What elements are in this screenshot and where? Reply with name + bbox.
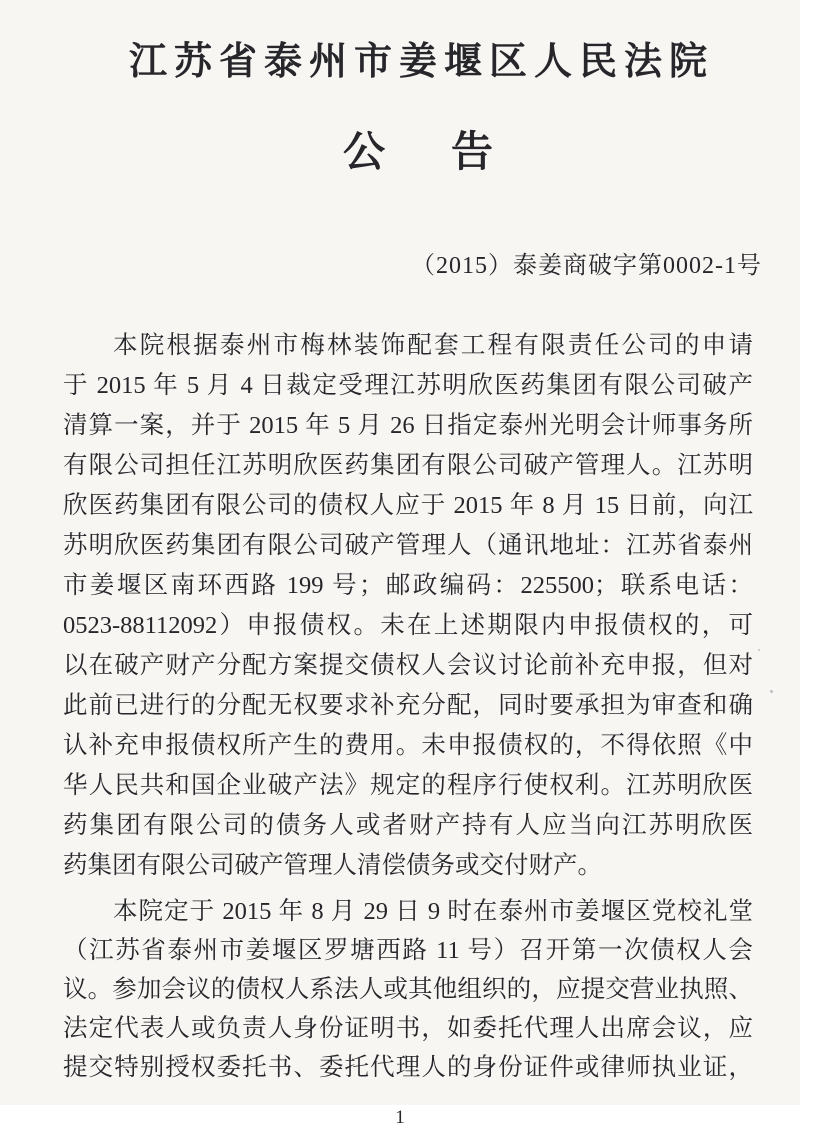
body-line: 认补充申报债权所产生的费用。未申报债权的，不得依照《中: [63, 732, 753, 759]
scan-artifact-dot: [770, 690, 773, 693]
body-line: 此前已进行的分配无权要求补充分配，同时要承担为审查和确: [63, 692, 753, 719]
case-number: （2015）泰姜商破字第0002-1号: [411, 253, 762, 279]
body-line: 法定代表人或负责人身份证明书，如委托代理人出席会议，应: [63, 1015, 753, 1042]
body-line: 华人民共和国企业破产法》规定的程序行使权利。江苏明欣医: [63, 772, 753, 799]
body-line: 提交特别授权委托书、委托代理人的身份证件或律师执业证，: [63, 1054, 753, 1081]
body-line: 欣医药集团有限公司的债权人应于 2015 年 8 月 15 日前，向江: [63, 492, 753, 519]
scan-artifact-dot: [758, 649, 760, 651]
body-line: 药集团有限公司的债务人或者财产持有人应当向江苏明欣医: [63, 812, 753, 839]
body-line: 于 2015 年 5 月 4 日裁定受理江苏明欣医药集团有限公司破产: [63, 372, 753, 399]
body-line: 苏明欣医药集团有限公司破产管理人（通讯地址：江苏省泰州: [63, 532, 753, 559]
body-line: 市姜堰区南环西路 199 号；邮政编码：225500；联系电话：: [63, 572, 753, 599]
paragraph-first-line: 本院定于 2015 年 8 月 29 日 9 时在泰州市姜堰区党校礼堂: [113, 898, 753, 925]
announcement-title: 公 告: [342, 130, 505, 176]
court-name-heading: 江苏省泰州市姜堰区人民法院: [128, 41, 714, 83]
paragraph-2: [63, 892, 753, 1087]
body-line: 以在破产财产分配方案提交债权人会议讨论前补充申报，但对: [63, 652, 753, 679]
body-line: 有限公司担任江苏明欣医药集团有限公司破产管理人。江苏明: [63, 452, 753, 479]
body-line: 0523-88112092）申报债权。未在上述期限内申报债权的，可: [63, 612, 753, 639]
paragraph-1: [63, 326, 753, 886]
body-line: 议。参加会议的债权人系法人或其他组织的，应提交营业执照、: [63, 976, 753, 1003]
body-line: （江苏省泰州市姜堰区罗塘西路 11 号）召开第一次债权人会: [63, 937, 753, 964]
page-number: 1: [395, 1107, 405, 1128]
body-line: 清算一案，并于 2015 年 5 月 26 日指定泰州光明会计师事务所: [63, 412, 753, 439]
paragraph-first-line: 本院根据泰州市梅林装饰配套工程有限责任公司的申请: [113, 332, 753, 359]
paragraph-last-line: 药集团有限公司破产管理人清偿债务或交付财产。: [63, 852, 602, 879]
